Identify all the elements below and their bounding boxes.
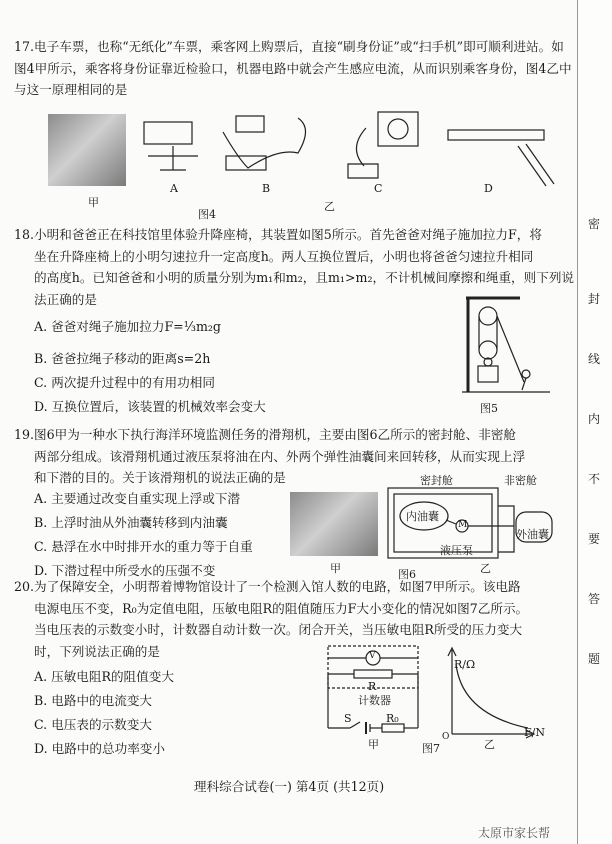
question-19-line: 19.图6甲为一种水下执行海洋环境监测任务的滑翔机，主要由图6乙所示的密封舱、非密舱 — [14, 427, 517, 442]
q18-option-b: B. 爸爸拉绳子移动的距离s=2h — [34, 351, 211, 366]
question-19-line: 和下潜的目的。关于该滑翔机的说法正确的是 — [34, 470, 286, 485]
pulley-diagram — [460, 296, 556, 400]
question-20-line: 20.为了保障安全，小明帮着博物馆设计了一个检测入馆人数的电路，如图7甲所示。该电路 — [14, 579, 521, 594]
q18-option-d: D. 互换位置后，该装置的机械效率会变大 — [34, 399, 266, 414]
binding-margin — [577, 0, 612, 844]
question-number: 17. — [14, 39, 35, 54]
question-number: 20. — [14, 579, 35, 594]
fig6-label-unsealed: 非密舱 — [504, 474, 537, 487]
question-19-line: 两部分组成。该滑翔机通过液压泵将油在内、外两个弹性油囊间来回转移，从而实现上浮 — [34, 448, 526, 464]
fig6-label-inner: 内油囊 — [406, 510, 439, 523]
figure-4-caption: 图4 — [198, 208, 216, 221]
fig4-label-b: B — [262, 182, 271, 195]
side-word: 题 — [588, 652, 601, 666]
fig7-label-counter: 计数器 — [358, 694, 391, 707]
watermark: 太原市家长帮 — [478, 826, 551, 840]
question-18-line: 坐在升降座椅上的小明匀速拉升一定高度h。两人互换位置后，小明也将爸爸匀速拉升相同 — [34, 248, 534, 264]
fig4-label-c: C — [374, 182, 383, 195]
fig7-label-v: V — [369, 651, 376, 661]
fig7-label-r0: R₀ — [386, 712, 399, 725]
fig4-label-yi: 乙 — [324, 200, 335, 213]
question-17-text — [14, 36, 574, 101]
side-word: 密 — [588, 217, 601, 231]
fig7-ylabel: R/Ω — [454, 658, 476, 671]
fig7-label-s: S — [344, 712, 352, 725]
page-footer: 理科综合试卷(一) 第4页 (共12页) — [193, 779, 385, 794]
fig6-label-yi: 乙 — [480, 562, 491, 575]
fig7-label-r: R — [368, 680, 377, 693]
fig7-label-jia: 甲 — [368, 738, 379, 751]
question-18-line: 法正确的是 — [34, 291, 97, 307]
fig6-label-jia: 甲 — [330, 562, 341, 575]
question-number: 19. — [14, 427, 35, 442]
fig6-label-sealed: 密封舱 — [420, 474, 453, 487]
question-body: 电子车票，也称“无纸化”车票，乘客网上购票后，直接“刷身份证”或“扫手机”即可顺利进站。如图4甲所示，乘客将身份证靠近检验口，机器电路中就会产生感应电流，从而识别乘客身份，图4乙中与这一原理相同的是 — [14, 39, 572, 97]
side-word: 不 — [588, 472, 601, 486]
question-20-line: 电源电压不变，R₀为定值电阻，压敏电阻R的阻值随压力F大小变化的情况如图7乙所示。 — [34, 600, 529, 616]
q20-option-a: A. 压敏电阻R的阻值变大 — [34, 669, 174, 684]
side-word: 线 — [588, 352, 601, 366]
question-18-line: 的高度h。已知爸爸和小明的质量分别为m₁和m₂，且m₁>m₂，不计机械间摩擦和绳重，则下列说 — [34, 270, 575, 285]
side-word: 要 — [588, 532, 601, 546]
question-20-line: 当电压表的示数变小时，计数器自动计数一次。闭合开关，当压敏电阻R所受的压力变大 — [34, 622, 523, 637]
q20-option-d: D. 电路中的总功率变小 — [34, 741, 165, 756]
question-20-line: 时，下列说法正确的是 — [34, 643, 160, 659]
figure-4 — [48, 108, 568, 220]
side-word: 封 — [588, 292, 601, 306]
figure-6 — [290, 470, 570, 582]
q20-option-c: C. 电压表的示数变大 — [34, 717, 152, 732]
fig4-label-jia: 甲 — [88, 196, 99, 209]
q19-option-d: D. 下潜过程中所受水的压强不变 — [34, 563, 216, 578]
q19-option-c: C. 悬浮在水中时排开水的重力等于自重 — [34, 539, 253, 554]
fig7-xlabel: F/N — [524, 726, 545, 739]
figure-5-caption: 图5 — [480, 402, 498, 415]
fig4-label-d: D — [484, 182, 493, 195]
glider-photo — [290, 492, 378, 556]
question-18-line: 18.小明和爸爸正在科技馆里体验升降座椅，其装置如图5所示。首先爸爸对绳子施加拉力F，将 — [14, 227, 542, 242]
figure-7-caption: 图7 — [422, 742, 440, 755]
side-word: 内 — [588, 412, 601, 426]
q18-option-a: A. 爸爸对绳子施加拉力F=⅓m₂g — [34, 319, 221, 334]
q20-option-b: B. 电路中的电流变大 — [34, 693, 153, 708]
q19-option-a: A. 主要通过改变自重实现上浮或下潜 — [34, 491, 241, 506]
fig4-label-a: A — [170, 182, 178, 195]
figure-5 — [460, 296, 556, 414]
q19-option-b: B. 上浮时油从外油囊转移到内油囊 — [34, 515, 228, 530]
side-word: 答 — [588, 592, 601, 606]
fig6-label-motor: M — [458, 520, 468, 530]
figure-7 — [318, 644, 558, 764]
fig6-label-outer: 外油囊 — [516, 528, 549, 541]
fig7-label-yi: 乙 — [484, 738, 495, 751]
figure-6-caption: 图6 — [398, 568, 416, 581]
question-number: 18. — [14, 227, 35, 242]
fig6-label-pump: 液压泵 — [440, 544, 473, 557]
q18-option-c: C. 两次提升过程中的有用功相同 — [34, 375, 215, 390]
fig7-origin: O — [442, 732, 450, 742]
question-17 — [14, 36, 574, 101]
